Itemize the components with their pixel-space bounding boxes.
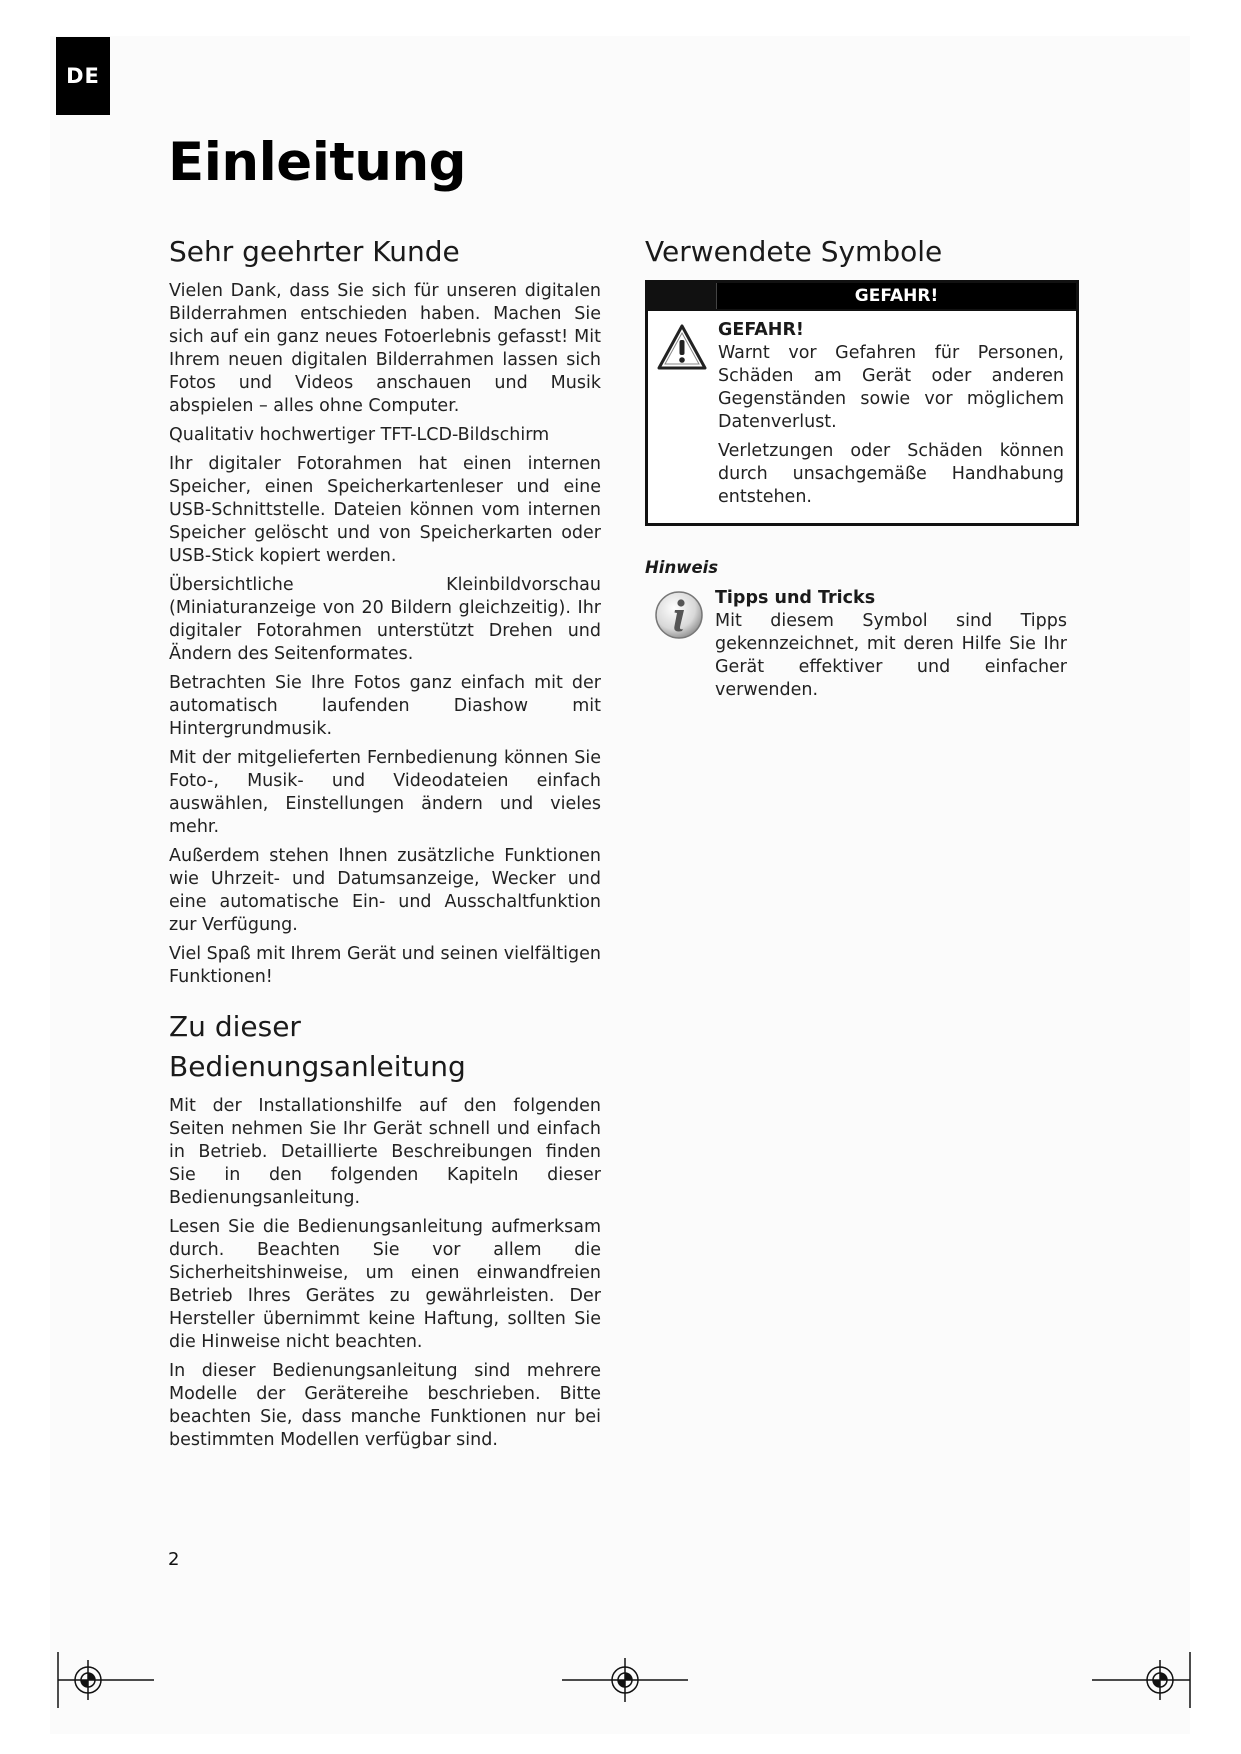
danger-notice-box <box>645 280 1079 526</box>
paragraph: Mit der mitgelieferten Fernbedienung können Sie Foto-, Musik- und Videodateien einfach auswählen, Einstellungen ändern und vieles mehr. <box>169 748 601 837</box>
section-heading-about-manual: Zu dieser Bedienungsanleitung <box>169 1010 466 1083</box>
danger-header-spacer <box>648 283 717 309</box>
language-tab: DE <box>56 37 110 115</box>
section-heading-symbols: Verwendete Symbole <box>645 235 943 268</box>
crop-mark-center <box>560 1652 690 1708</box>
paragraph: Betrachten Sie Ihre Fotos ganz einfach mit der automatisch laufenden Diashow mit Hintergrundmusik. <box>169 673 601 739</box>
note-text-block <box>715 587 1077 708</box>
info-icon <box>653 587 715 708</box>
paragraph: Lesen Sie die Bedienungsanleitung aufmerksam durch. Beachten Sie vor allem die Sicherheitshinweise, um einen einwandfreien Betrieb Ihres Gerätes zu gewährleisten. Der Hersteller übernimmt keine Haftung, sollten Sie die Hinweise nicht beachten. <box>169 1217 601 1352</box>
paragraph: Außerdem stehen Ihnen zusätzliche Funktionen wie Uhrzeit- und Datumsanzeige, Wecker und eine automatische Ein- und Ausschaltfunktion zur Verfügung. <box>169 846 601 935</box>
paragraph: Vielen Dank, dass Sie sich für unseren digitalen Bilderrahmen entschieden haben. Machen Sie sich auf ein ganz neues Fotoerlebnis gefasst! Mit Ihrem neuen digitalen Bilderrahmen lassen sich Fotos und Videos anschauen und Musik abspielen – alles ohne Computer. <box>169 281 601 416</box>
note-box <box>645 587 1077 708</box>
paragraph: Qualitativ hochwertiger TFT-LCD-Bildschirm <box>169 425 550 445</box>
note-label: Hinweis <box>645 558 719 577</box>
crop-mark-right <box>1090 1652 1200 1708</box>
note-paragraph: Mit diesem Symbol sind Tipps gekennzeichnet, mit deren Hilfe Sie Ihr Gerät effektiver und einfacher verwenden. <box>715 611 1067 700</box>
paragraph: Übersichtliche Kleinbildvorschau (Miniaturanzeige von 20 Bildern gleichzeitig). Ihr digitaler Fotorahmen unterstützt Drehen und Ändern des Seitenformates. <box>169 575 601 664</box>
paragraph: Mit der Installationshilfe auf den folgenden Seiten nehmen Sie Ihr Gerät schnell und einfach in Betrieb. Detaillierte Beschreibungen finden Sie in den folgenden Kapiteln dieser Bedienungsanleitung. <box>169 1096 601 1208</box>
page-number: 2 <box>168 1549 180 1570</box>
danger-header <box>648 283 1076 311</box>
danger-header-label: GEFAHR! <box>717 283 1076 309</box>
warning-triangle-icon <box>656 319 718 515</box>
right-column <box>645 232 1077 708</box>
danger-paragraph: Warnt vor Gefahren für Personen, Schäden am Gerät oder anderen Gegenständen sowie vor möglichem Datenverlust. <box>718 343 1064 432</box>
crop-mark-left <box>50 1652 160 1708</box>
note-title: Tipps und Tricks <box>715 588 876 608</box>
left-column <box>169 232 601 1458</box>
paragraph: In dieser Bedienungsanleitung sind mehrere Modelle der Gerätereihe beschrieben. Bitte beachten Sie, dass manche Funktionen nur bei bestimmten Modellen verfügbar sind. <box>169 1361 601 1450</box>
danger-text <box>718 319 1064 515</box>
danger-title: GEFAHR! <box>718 320 804 340</box>
section-heading-dear-customer: Sehr geehrter Kunde <box>169 235 460 268</box>
page-title: Einleitung <box>168 132 467 193</box>
danger-body <box>648 311 1076 523</box>
paragraph: Viel Spaß mit Ihrem Gerät und seinen vielfältigen Funktionen! <box>169 944 602 987</box>
danger-paragraph: Verletzungen oder Schäden können durch unsachgemäße Handhabung entstehen. <box>718 441 1064 507</box>
paragraph: Ihr digitaler Fotorahmen hat einen internen Speicher, einen Speicherkartenleser und eine USB-Schnittstelle. Dateien können vom internen Speicher gelöscht und von Speicherkarten oder USB-Stick kopiert werden. <box>169 454 601 566</box>
